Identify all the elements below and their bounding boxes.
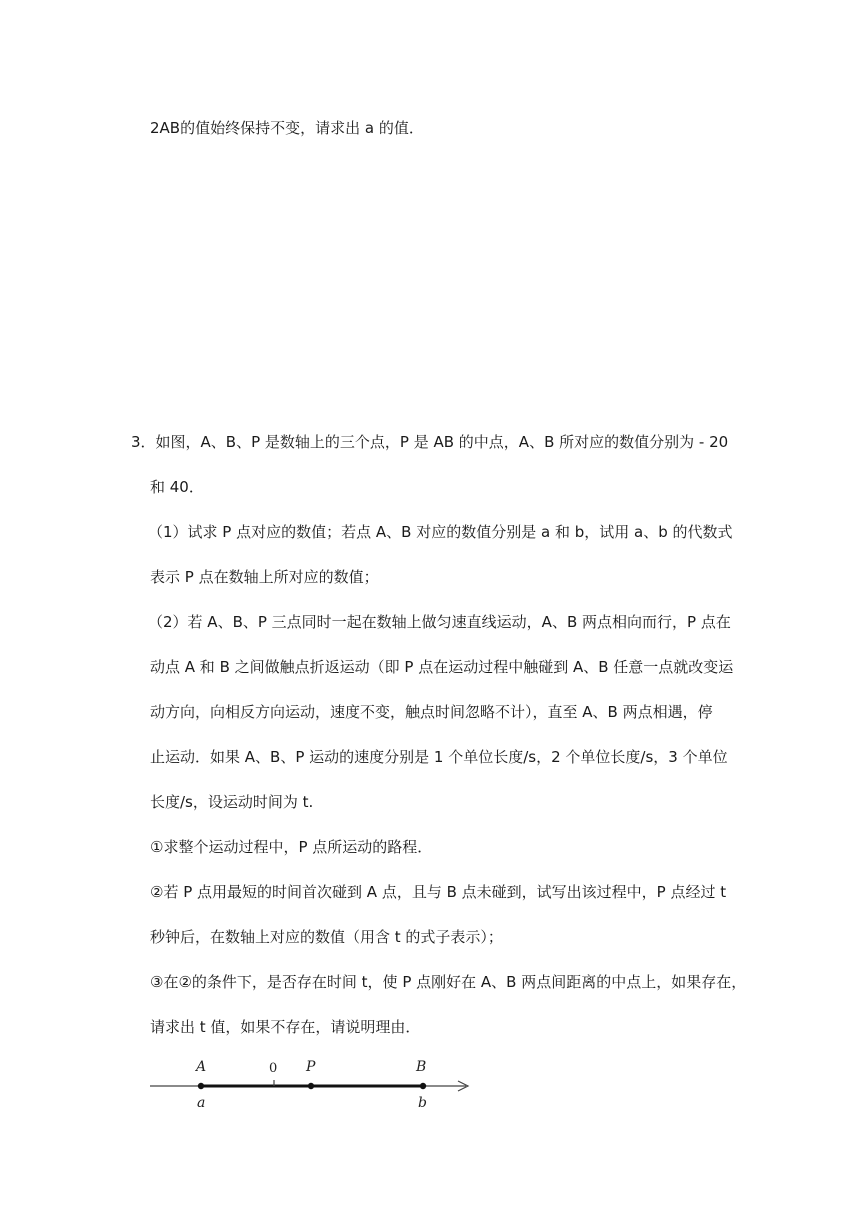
part-1-line-1: （1）试求 P 点对应的数值；若点 A、B 对应的数值分别是 a 和 b，试用 a、b 的代数式 — [148, 523, 733, 541]
question-3-line-2: 请求出 t 值，如果不存在，请说明理由． — [150, 1018, 421, 1036]
label-a: A — [196, 1059, 207, 1075]
question-2-line-1: ②若 P 点用最短的时间首次碰到 A 点，且与 B 点未碰到，试写出该过程中，P 点经过 t — [150, 883, 727, 901]
problem-3-line-1: 3．如图，A、B、P 是数轴上的三个点，P 是 AB 的中点，A、B 所对应的数值分别为 - 20 — [131, 433, 729, 451]
value-b: b — [418, 1095, 427, 1111]
part-2-line-4: 止运动．如果 A、B、P 运动的速度分别是 1 个单位长度/s，2 个单位长度/s，3 个单位 — [150, 748, 728, 766]
question-2-line-2: 秒钟后，在数轴上对应的数值（用含 t 的式子表示）； — [150, 928, 503, 946]
value-a: a — [197, 1095, 206, 1111]
label-b: B — [416, 1059, 427, 1075]
question-1-line: ①求整个运动过程中，P 点所运动的路程． — [150, 838, 433, 856]
problem-3-line-2: 和 40． — [150, 478, 204, 496]
point-a-dot — [198, 1083, 204, 1089]
point-b-dot — [420, 1083, 426, 1089]
part-2-line-2: 动点 A 和 B 之间做触点折返运动（即 P 点在运动过程中触碰到 A、B 任意一点就改变运 — [150, 658, 734, 676]
label-p: P — [306, 1059, 316, 1075]
previous-problem-line: 2AB的值始终保持不变，请求出 a 的值． — [150, 119, 424, 137]
part-2-line-3: 动方向，向相反方向运动，速度不变，触点时间忽略不计），直至 A、B 两点相遇，停 — [150, 703, 713, 721]
number-line-figure — [148, 1052, 478, 1112]
part-1-line-2: 表示 P 点在数轴上所对应的数值； — [150, 568, 379, 586]
part-2-line-5: 长度/s，设运动时间为 t. — [150, 793, 314, 811]
label-zero: 0 — [269, 1061, 278, 1076]
part-2-line-1: （2）若 A、B、P 三点同时一起在数轴上做匀速直线运动，A、B 两点相向而行，P 点在 — [148, 613, 731, 631]
point-p-dot — [308, 1083, 314, 1089]
question-3-line-1: ③在②的条件下，是否存在时间 t，使 P 点刚好在 A、B 两点间距离的中点上，如果存在， — [150, 973, 747, 991]
